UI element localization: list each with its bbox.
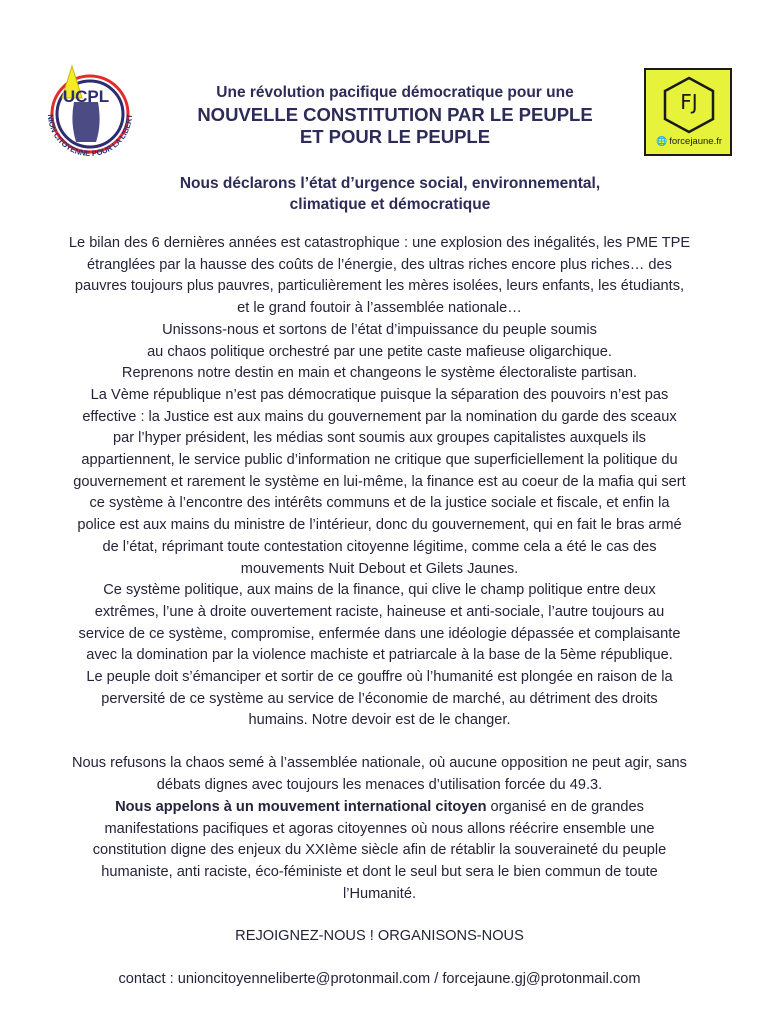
text-line: l’Humanité. bbox=[343, 885, 416, 902]
text-line: pauvres toujours plus pauvres, particulièrement les mères isolées, leurs enfants, les étudiants, bbox=[74, 278, 685, 295]
text-line: ce système à l’encontre des intérêts communs et de la justice sociale et fiscale, et enfin la bbox=[89, 495, 670, 512]
text-line: effective : la Justice est aux mains du gouvernement par la nomination du garde des sceaux bbox=[82, 408, 677, 425]
header-title: NOUVELLE CONSTITUTION PAR LE PEUPLE ET POUR LE PEUPLE bbox=[197, 104, 593, 147]
forcejaune-site: 🌐 forcejaune.fr bbox=[655, 136, 723, 147]
text-line: Reprenons notre destin en main et changeons le système électoraliste partisan. bbox=[121, 365, 638, 382]
text-line: avec la domination par la violence machiste et patriarcale à la base de la 5ème république. bbox=[86, 647, 673, 664]
paragraph-main bbox=[28, 233, 731, 732]
ucpl-logo bbox=[34, 58, 146, 170]
ucpl-emblem-icon bbox=[34, 58, 146, 170]
text-line: humains. Notre devoir est de le changer. bbox=[248, 712, 511, 729]
text-line: appartiennent, le service public d’information ne critique que superficiellement la politique du bbox=[81, 452, 678, 469]
text-line: au chaos politique orchestré par une petite caste mafieuse oligarchique. bbox=[147, 343, 612, 360]
text-line: Unissons-nous et sortons de l’état d’impuissance du peuple soumis bbox=[162, 321, 597, 338]
text-line: Le peuple doit s’émanciper et sortir de ce gouffre où l’humanité est plongée en raison de la bbox=[86, 669, 673, 686]
text-line: débats dignes avec toujours les menaces d’utilisation forcée du 49.3. bbox=[156, 776, 603, 793]
text-line: manifestations pacifiques et agoras citoyennes où nous allons réécrire ensemble une bbox=[104, 820, 655, 837]
paragraph-call bbox=[28, 797, 731, 906]
text-line: extrêmes, l’une à droite ouvertement raciste, haineuse et anti-sociale, l’autre toujours au bbox=[94, 603, 665, 620]
text-line: La Vème république n’est pas démocratique puisque la séparation des pouvoirs n’est pas bbox=[90, 386, 669, 403]
forcejaune-logo bbox=[644, 68, 732, 156]
header-subtitle: Une révolution pacifique démocratique pour une bbox=[216, 84, 574, 101]
text-line: mouvements Nuit Debout et Gilets Jaunes. bbox=[240, 560, 519, 577]
text-line: police est aux mains du ministre de l’intérieur, donc du gouvernement, qui en fait le bras armé bbox=[77, 517, 682, 534]
declaration-heading: Nous déclarons l’état d’urgence social, environnemental, climatique et démocratique bbox=[179, 175, 601, 213]
text-line: Ce système politique, aux mains de la finance, qui clive le champ politique entre deux bbox=[103, 582, 656, 599]
text-line: Nous appelons à un mouvement international citoyen organisé en de grandes bbox=[115, 799, 644, 815]
text-line: par l’hyper président, les médias sont soumis aux groupes capitalistes auxquels ils bbox=[113, 430, 646, 447]
text-line: gouvernement et rarement le système en lui-même, la finance est au coeur de la mafia qui sert bbox=[73, 473, 686, 490]
text-line: service de ce système, compromise, enfermée dans une idéologie dépassée et complaisante bbox=[78, 625, 681, 642]
text-line: constitution digne des enjeux du XXIème siècle afin de rétablir la souveraineté du peuple bbox=[92, 842, 667, 859]
text-line: et le grand foutoir à l’assemblée nationale… bbox=[237, 300, 522, 317]
paragraph-refusal bbox=[28, 753, 731, 796]
contact-line: contact : unioncitoyenneliberte@protonmail.com / forcejaune.gj@protonmail.com bbox=[118, 971, 641, 987]
globe-icon: 🌐 bbox=[655, 136, 668, 146]
call-emphasis: Nous appelons à un mouvement international citoyen bbox=[115, 799, 487, 815]
text-line: perversité de ce système au service de l’économie de marché, au détriment des droits bbox=[101, 690, 658, 707]
text-line: de l’état, réprimant toute contestation citoyenne légitime, comme cela a été le cas des bbox=[102, 538, 657, 555]
text-line: Nous refusons la chaos semé à l’assemblée nationale, où aucune opposition ne peut agir, sans bbox=[72, 755, 687, 771]
text-line: Le bilan des 6 dernières années est catastrophique : une explosion des inégalités, les PME TPE bbox=[68, 235, 691, 251]
text-line: humaniste, anti raciste, éco-féministe et dont le seul but sera le bien commun de toute bbox=[101, 864, 658, 881]
fj-initials: FJ bbox=[680, 90, 698, 114]
svg-text:UCPL: UCPL bbox=[62, 87, 110, 106]
svg-text:UNION CITOYENNE POUR LA LIBERT: NION CITOYENNE POUR LA LIBERT bbox=[45, 113, 135, 159]
call-to-action: REJOIGNEZ-NOUS ! ORGANISONS-NOUS bbox=[235, 928, 524, 944]
text-line: étranglées par la hausse des coûts de l’énergie, des ultras riches encore plus riches… des bbox=[87, 256, 672, 273]
